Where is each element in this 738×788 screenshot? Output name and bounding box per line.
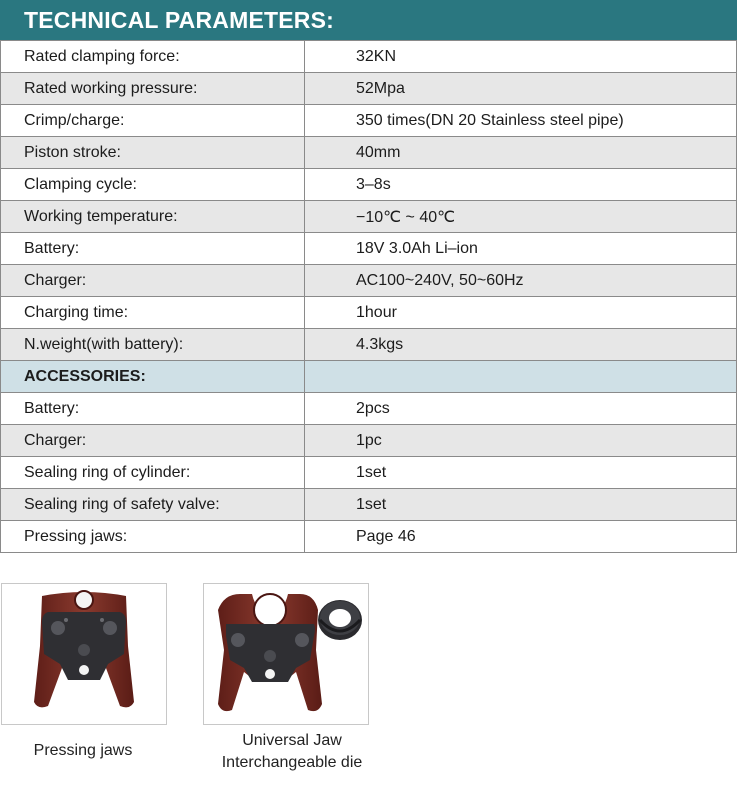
accessory-label: Pressing jaws:: [1, 521, 305, 553]
param-label: N.weight(with battery):: [1, 329, 305, 361]
param-label: Charger:: [1, 265, 305, 297]
param-label: Working temperature:: [1, 201, 305, 233]
accessories-title-blank: [305, 361, 737, 393]
accessory-value: 2pcs: [305, 393, 737, 425]
table-row: [1, 265, 737, 297]
universal-jaw-illustration: [204, 584, 368, 724]
accessory-label: Sealing ring of cylinder:: [1, 457, 305, 489]
param-label: Crimp/charge:: [1, 105, 305, 137]
accessory-label: Battery:: [1, 393, 305, 425]
param-label: Battery:: [1, 233, 305, 265]
caption-line: Universal Jaw: [242, 732, 342, 749]
param-label: Rated working pressure:: [1, 73, 305, 105]
section-title: TECHNICAL PARAMETERS:: [0, 0, 737, 40]
param-label: Rated clamping force:: [1, 41, 305, 73]
pressing-jaws-image: [1, 583, 167, 725]
table-row: [1, 105, 737, 137]
caption-pressing-jaws: [0, 740, 166, 762]
accessory-label: Sealing ring of safety valve:: [1, 489, 305, 521]
table-row: [1, 201, 737, 233]
table-row: [1, 41, 737, 73]
param-label: Piston stroke:: [1, 137, 305, 169]
accessory-label: Charger:: [1, 425, 305, 457]
table-row: [1, 425, 737, 457]
accessory-value: 1set: [305, 489, 737, 521]
table-row: [1, 73, 737, 105]
param-value: 4.3kgs: [305, 329, 737, 361]
accessories-title: ACCESSORIES:: [1, 361, 305, 393]
param-label: Clamping cycle:: [1, 169, 305, 201]
param-value: 18V 3.0Ah Li–ion: [305, 233, 737, 265]
param-label: Charging time:: [1, 297, 305, 329]
param-value: 32KN: [305, 41, 737, 73]
table-row: [1, 137, 737, 169]
accessory-value: 1set: [305, 457, 737, 489]
table-row: [1, 233, 737, 265]
caption-line: Interchangeable die: [221, 754, 363, 771]
table-row: [1, 169, 737, 201]
param-value: 52Mpa: [305, 73, 737, 105]
accessory-value: 1pc: [305, 425, 737, 457]
universal-jaw-image: [203, 583, 369, 725]
param-value: 40mm: [305, 137, 737, 169]
param-value: 350 times(DN 20 Stainless steel pipe): [305, 105, 737, 137]
table-row: [1, 521, 737, 553]
die-ring-icon: [318, 600, 362, 640]
caption-line: Pressing jaws: [33, 742, 133, 759]
parameters-table: [0, 40, 737, 553]
accessory-value: Page 46: [305, 521, 737, 553]
table-row: [1, 297, 737, 329]
table-row: [1, 489, 737, 521]
param-value: AC100~240V, 50~60Hz: [305, 265, 737, 297]
table-row: [1, 457, 737, 489]
caption-universal-jaw: [192, 730, 392, 774]
param-value: 1hour: [305, 297, 737, 329]
pressing-jaws-illustration: [2, 584, 166, 724]
param-value: 3–8s: [305, 169, 737, 201]
table-row: [1, 393, 737, 425]
accessories-header-row: [1, 361, 737, 393]
table-row: [1, 329, 737, 361]
param-value: −10℃ ~ 40℃: [305, 201, 737, 233]
